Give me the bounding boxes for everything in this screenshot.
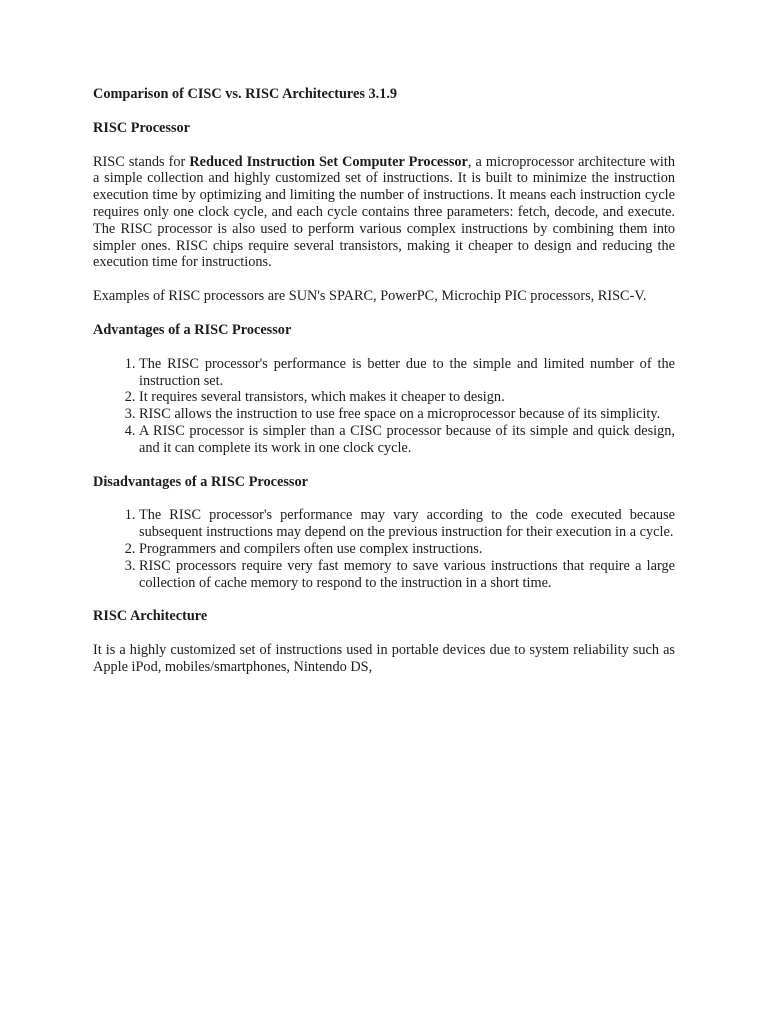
advantages-heading: Advantages of a RISC Processor (93, 321, 292, 338)
disadvantages-list (93, 507, 675, 591)
advantages-list (93, 356, 675, 457)
risc-processor-heading: RISC Processor (93, 119, 191, 136)
document-page (93, 86, 675, 693)
document-title: Comparison of CISC vs. RISC Architectures 3.1.9 (93, 86, 398, 102)
list-item: 1. The RISC processor's performance may vary according to the code executed because subsequent instructions may depend on the previous instruction for their execution in a cycle. (139, 507, 675, 541)
risc-intro-prefix: RISC stands for (93, 153, 190, 170)
disadvantages-heading: Disadvantages of a RISC Processor (93, 473, 308, 490)
list-item: 2. Programmers and compilers often use complex instructions. (139, 541, 675, 558)
list-item: 3. RISC processors require very fast memory to save various instructions that require a large collection of cache memory to respond to the instruction in a short time. (139, 558, 675, 592)
list-item: 3. RISC allows the instruction to use free space on a microprocessor because of its simplicity. (139, 406, 675, 423)
list-item: 1. The RISC processor's performance is better due to the simple and limited number of the instruction set. (139, 356, 675, 390)
risc-intro-bold-term: Reduced Instruction Set Computer Processor (189, 153, 468, 170)
risc-intro-paragraph (93, 154, 675, 272)
risc-examples-paragraph: Examples of RISC processors are SUN's SPARC, PowerPC, Microchip PIC processors, RISC-V. (93, 288, 647, 305)
architecture-paragraph: It is a highly customized set of instructions used in portable devices due to system reliability such as Apple iPod, mobiles/smartphones, Nintendo DS, (93, 642, 675, 675)
architecture-heading: RISC Architecture (93, 608, 208, 625)
risc-intro-suffix: , a microprocessor architecture with a simple collection and highly customized set of instructions. It is built to minimize the instruction execution time by optimizing and limiting the number of instructions. It means each instruction cycle requires only one clock cycle, and each cycle contains three parameters: fetch, decode, and execute. The RISC processor is also used to perform various complex instructions by combining them into simpler ones. RISC chips require several transistors, making it cheaper to design and reducing the execution time for instructions. (93, 153, 676, 271)
list-item: 4. A RISC processor is simpler than a CISC processor because of its simple and quick design, and it can complete its work in one clock cycle. (139, 423, 675, 457)
list-item: 2. It requires several transistors, which makes it cheaper to design. (139, 389, 675, 406)
